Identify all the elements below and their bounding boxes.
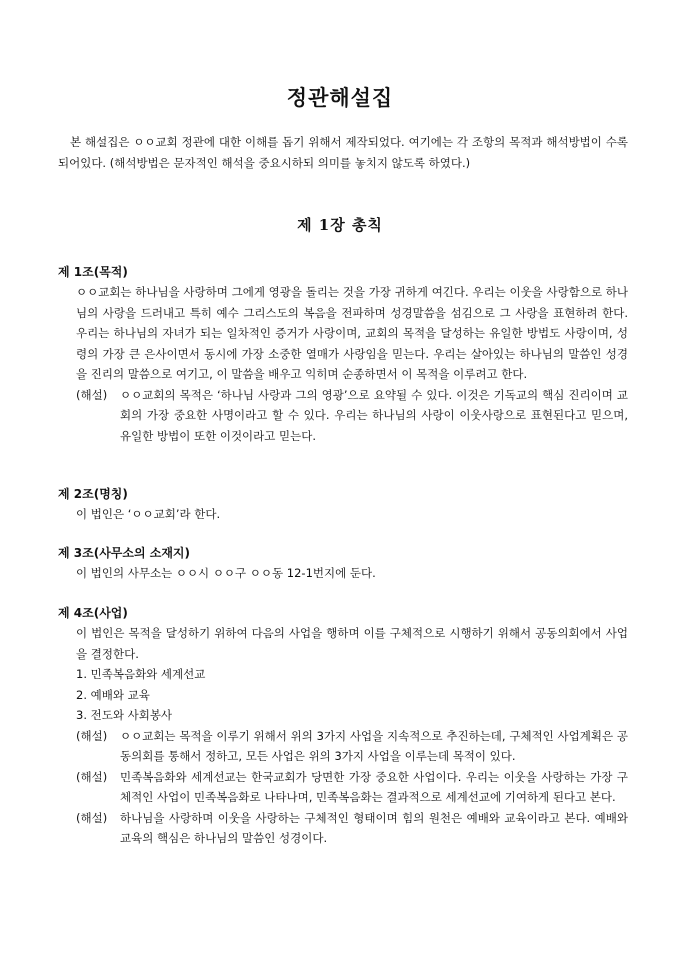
commentary-label: (해설) [76, 810, 108, 825]
commentary-label: (해설) [76, 387, 108, 402]
chapter-heading: 제 1장 총칙 [297, 216, 383, 234]
commentary [76, 726, 628, 767]
list-item: 2. 예배와 교육 [76, 687, 150, 702]
article-3 [58, 543, 628, 584]
commentary-label: (해설) [76, 769, 108, 784]
commentary [76, 767, 628, 808]
commentary-text: 민족복음화와 세계선교는 한국교회가 당면한 가장 중요한 사업이다. 우리는 이웃을 사랑하는 가장 구체적인 사업이 민족복음화로 나타나며, 민족복음화는 결과적으로 세계선교에 기여하게 된다고 본다. [120, 769, 628, 804]
commentary-text: ㅇㅇ교회의 목적은 ‘하나님 사랑과 그의 영광’으로 요약될 수 있다. 이것은 기독교의 핵심 진리이며 교회의 가장 중요한 사명이라고 할 수 있다. 우리는 하나님의 사랑이 이웃사랑으로 표현된다고 믿으며, 유일한 방법이 또한 이것이라고 믿는다. [120, 387, 628, 443]
article-heading: 제 4조(사업) [58, 606, 128, 620]
article-body: 이 법인은 ‘ㅇㅇ교회’라 한다. [76, 507, 221, 521]
article-4 [58, 603, 628, 849]
list-item: 1. 민족복음화와 세계선교 [76, 667, 206, 681]
commentary-text: 하나님을 사랑하며 이웃을 사랑하는 구체적인 형태이며 힘의 원천은 예배와 교육이라고 본다. 예배와 교육의 핵심은 하나님의 말씀인 성경이다. [120, 810, 628, 845]
article-body: 이 법인은 목적을 달성하기 위하여 다음의 사업을 행하며 이를 구체적으로 시행하기 위해서 공동의회에서 사업을 결정한다. [76, 626, 628, 661]
commentary-text: ㅇㅇ교회는 목적을 이루기 위해서 위의 3가지 사업을 지속적으로 추진하는데, 구체적인 사업계획은 공동의회를 통해서 정하고, 모든 사업은 위의 3가지 사업을 이루는데 목적이 있다. [120, 728, 628, 763]
article-body: ㅇㅇ교회는 하나님을 사랑하며 그에게 영광을 돌리는 것을 가장 귀하게 여긴다. 우리는 이웃을 사랑함으로 하나님의 사랑을 드러내고 특히 예수 그리스도의 복음을 전파하며 성경말씀을 섬김으로 그 사랑을 표현하려 한다. 우리는 하나님의 자녀가 되는 일차적인 증거가 사랑이며, 교회의 목적을 달성하는 유일한 방법도 사랑이며, 성령의 가장 큰 은사이면서 동시에 가장 소중한 열매가 사랑임을 믿는다. 우리는 살아있는 하나님의 말씀인 성경을 진리의 말씀으로 여기고, 이 말씀을 배우고 익히며 순종하면서 이 목적을 이루려고 한다. [76, 285, 628, 381]
commentary-label: (해설) [76, 728, 108, 743]
list-item: 3. 전도와 사회봉사 [76, 708, 173, 722]
article-heading: 제 3조(사무소의 소재지) [58, 546, 191, 560]
article-heading: 제 2조(명칭) [58, 487, 128, 501]
article-1 [58, 262, 628, 446]
commentary [76, 385, 628, 447]
article-heading: 제 1조(목적) [58, 265, 128, 279]
intro-paragraph: 본 해설집은 ㅇㅇ교회 정관에 대한 이해를 돕기 위해서 제작되었다. 여기에는 각 조항의 목적과 해석방법이 수록되어있다. (해석방법은 문자적인 해석을 중요시하되 의미를 놓치지 않도록 하였다.) [58, 135, 628, 170]
article-body: 이 법인의 사무소는 ㅇㅇ시 ㅇㅇ구 ㅇㅇ동 12-1번지에 둔다. [76, 566, 376, 580]
commentary [76, 808, 628, 849]
article-2 [58, 484, 628, 525]
document-title: 정관해설집 [286, 85, 394, 110]
